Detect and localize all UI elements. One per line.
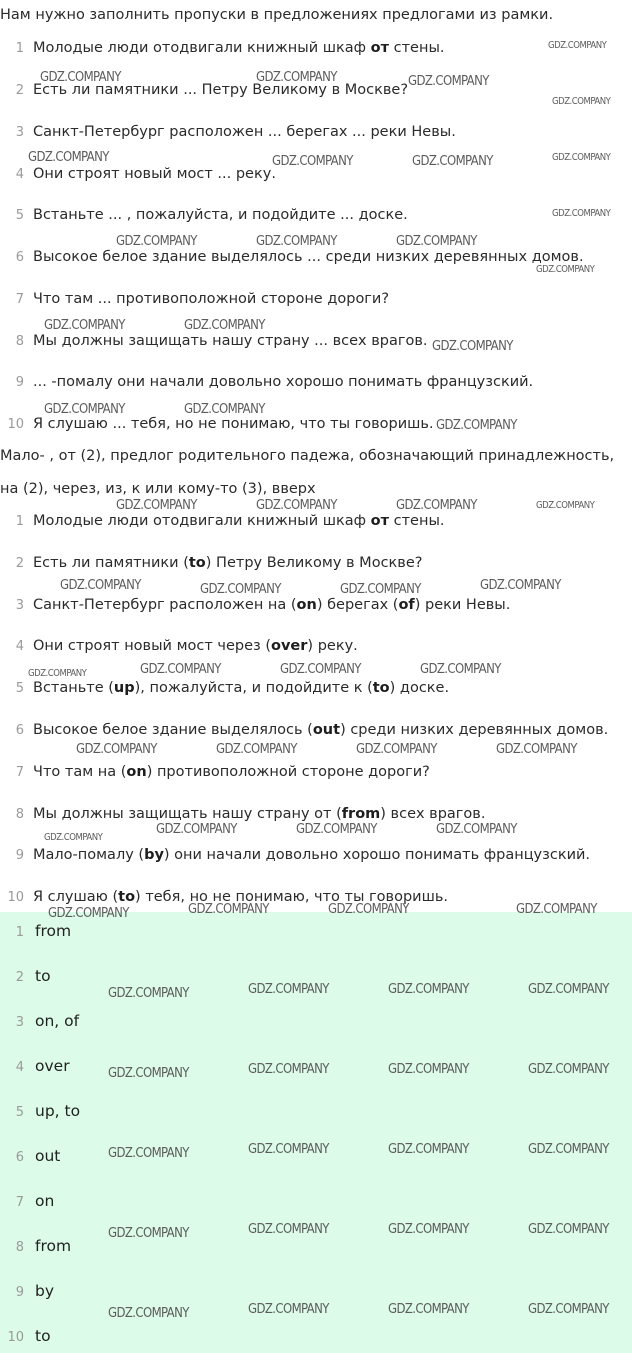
original-sentence	[0, 291, 389, 307]
answer-item	[0, 1192, 54, 1210]
answer-number: 1	[15, 925, 24, 940]
sentence-text: ), пожалуйста, и подойдите к (	[134, 680, 373, 696]
original-sentence	[0, 249, 584, 265]
watermark: GDZ.COMPANY	[340, 582, 421, 597]
answer-text: to	[35, 967, 51, 985]
watermark: GDZ.COMPANY	[108, 1066, 189, 1081]
sentence-text: ) Петру Великому в Москве?	[205, 555, 423, 571]
translated-sentence	[0, 513, 445, 529]
preposition-highlight: to	[118, 889, 136, 905]
preposition-highlight: to	[188, 555, 206, 571]
watermark: GDZ.COMPANY	[436, 822, 517, 837]
watermark: GDZ.COMPANY	[412, 154, 493, 169]
watermark: GDZ.COMPANY	[216, 742, 297, 757]
answer-number: 10	[7, 1330, 24, 1345]
watermark: GDZ.COMPANY	[108, 1226, 189, 1241]
watermark: GDZ.COMPANY	[40, 70, 121, 85]
item-number: 3	[15, 598, 24, 613]
original-sentence	[0, 40, 445, 56]
answer-number: 7	[15, 1195, 24, 1210]
original-sentence	[0, 166, 276, 182]
watermark: GDZ.COMPANY	[256, 234, 337, 249]
translated-sentence	[0, 555, 422, 571]
watermark: GDZ.COMPANY	[328, 902, 409, 917]
watermark: GDZ.COMPANY	[44, 832, 103, 843]
preposition-highlight: out	[312, 722, 341, 738]
item-number: 8	[15, 807, 24, 822]
item-number: 6	[15, 250, 24, 265]
answer-number: 9	[15, 1285, 24, 1300]
sentence-text: ) берегах (	[316, 597, 399, 613]
watermark: GDZ.COMPANY	[28, 668, 87, 679]
item-number: 10	[7, 417, 24, 432]
answer-number: 4	[15, 1060, 24, 1075]
item-number: 2	[15, 83, 24, 98]
preposition-highlight: on	[296, 597, 317, 613]
translated-sentence	[0, 722, 608, 738]
translated-sentence	[0, 638, 358, 654]
item-number: 2	[15, 556, 24, 571]
preposition-highlight: by	[144, 847, 164, 863]
watermark: GDZ.COMPANY	[256, 498, 337, 513]
watermark: GDZ.COMPANY	[436, 418, 517, 433]
watermark: GDZ.COMPANY	[184, 318, 265, 333]
watermark: GDZ.COMPANY	[156, 822, 237, 837]
sentence-text: Они строят новый мост через (	[33, 638, 272, 654]
sentence-text: Что там ... противоположной стороне дороги?	[33, 291, 390, 307]
sentence-text: Мало-помалу (	[33, 847, 145, 863]
answers-panel	[0, 912, 632, 1353]
watermark: GDZ.COMPANY	[248, 1302, 329, 1317]
item-number: 4	[15, 639, 24, 654]
sentence-text: ) реку.	[307, 638, 358, 654]
watermark: GDZ.COMPANY	[200, 582, 281, 597]
sentence-text: Встаньте ... , пожалуйста, и подойдите ... доске.	[33, 207, 408, 223]
watermark: GDZ.COMPANY	[184, 402, 265, 417]
watermark: GDZ.COMPANY	[116, 234, 197, 249]
watermark: GDZ.COMPANY	[516, 902, 597, 917]
item-number: 5	[15, 208, 24, 223]
item-number: 7	[15, 292, 24, 307]
answer-number: 6	[15, 1150, 24, 1165]
watermark: GDZ.COMPANY	[60, 578, 141, 593]
watermark: GDZ.COMPANY	[536, 500, 595, 511]
watermark: GDZ.COMPANY	[108, 1146, 189, 1161]
prepositions-paragraph-2: на (2), через, из, к или кому-то (3), вверх	[0, 481, 316, 497]
answer-item	[0, 967, 51, 985]
watermark: GDZ.COMPANY	[480, 578, 561, 593]
watermark: GDZ.COMPANY	[44, 402, 125, 417]
answer-text: out	[35, 1147, 61, 1165]
watermark: GDZ.COMPANY	[140, 662, 221, 677]
answer-number: 8	[15, 1240, 24, 1255]
watermark: GDZ.COMPANY	[280, 662, 361, 677]
sentence-text: ) они начали довольно хорошо понимать французский.	[163, 847, 591, 863]
translated-sentence	[0, 680, 449, 696]
sentence-text: Санкт-Петербург расположен на (	[33, 597, 297, 613]
watermark: GDZ.COMPANY	[116, 498, 197, 513]
watermark: GDZ.COMPANY	[528, 1302, 609, 1317]
answer-item	[0, 1147, 60, 1165]
watermark: GDZ.COMPANY	[256, 70, 337, 85]
watermark: GDZ.COMPANY	[388, 1142, 469, 1157]
item-number: 1	[15, 41, 24, 56]
watermark: GDZ.COMPANY	[552, 96, 611, 107]
watermark: GDZ.COMPANY	[432, 339, 513, 354]
preposition-highlight: from	[341, 806, 381, 822]
answer-item	[0, 1012, 79, 1030]
item-number: 9	[15, 848, 24, 863]
answer-item	[0, 1327, 51, 1345]
watermark: GDZ.COMPANY	[388, 982, 469, 997]
translated-sentence	[0, 889, 448, 905]
sentence-text: Санкт-Петербург расположен ... берегах ... реки Невы.	[33, 124, 456, 140]
watermark: GDZ.COMPANY	[396, 234, 477, 249]
sentence-text: Высокое белое здание выделялось ... среди низких деревянных домов.	[33, 249, 584, 265]
item-number: 10	[7, 890, 24, 905]
sentence-text: Они строят новый мост ... реку.	[33, 166, 276, 182]
item-number: 7	[15, 765, 24, 780]
prepositions-paragraph-1: Мало- , от (2), предлог родительного падежа, обозначающий принадлежность,	[0, 448, 615, 464]
preposition-highlight: от	[370, 40, 390, 56]
watermark: GDZ.COMPANY	[248, 982, 329, 997]
watermark: GDZ.COMPANY	[408, 74, 489, 89]
item-number: 6	[15, 723, 24, 738]
sentence-text: Мы должны защищать нашу страну ... всех врагов.	[33, 333, 428, 349]
item-number: 5	[15, 681, 24, 696]
translated-sentence	[0, 597, 510, 613]
translated-sentence	[0, 764, 430, 780]
translated-sentence	[0, 806, 485, 822]
item-number: 8	[15, 334, 24, 349]
sentence-text: Я слушаю (	[33, 889, 119, 905]
answer-text: from	[35, 922, 72, 940]
item-number: 4	[15, 167, 24, 182]
preposition-highlight: of	[398, 597, 415, 613]
watermark: GDZ.COMPANY	[76, 742, 157, 757]
watermark: GDZ.COMPANY	[552, 152, 611, 163]
item-number: 9	[15, 375, 24, 390]
watermark: GDZ.COMPANY	[528, 1222, 609, 1237]
answer-number: 3	[15, 1015, 24, 1030]
sentence-text: Есть ли памятники (	[33, 555, 189, 571]
watermark: GDZ.COMPANY	[396, 498, 477, 513]
watermark: GDZ.COMPANY	[108, 986, 189, 1001]
watermark: GDZ.COMPANY	[188, 902, 269, 917]
answer-item	[0, 1282, 54, 1300]
watermark: GDZ.COMPANY	[248, 1062, 329, 1077]
answer-item	[0, 1102, 80, 1120]
watermark: GDZ.COMPANY	[388, 1062, 469, 1077]
sentence-text: ) всех врагов.	[380, 806, 486, 822]
watermark: GDZ.COMPANY	[272, 154, 353, 169]
watermark: GDZ.COMPANY	[356, 742, 437, 757]
watermark: GDZ.COMPANY	[496, 742, 577, 757]
preposition-highlight: to	[372, 680, 390, 696]
watermark: GDZ.COMPANY	[44, 318, 125, 333]
original-sentence	[0, 416, 434, 432]
original-sentence	[0, 124, 456, 140]
watermark: GDZ.COMPANY	[528, 1062, 609, 1077]
preposition-highlight: over	[271, 638, 308, 654]
sentence-text: Я слушаю ... тебя, но не понимаю, что ты говоришь.	[33, 416, 434, 432]
watermark: GDZ.COMPANY	[108, 1306, 189, 1321]
answer-text: on	[35, 1192, 55, 1210]
watermark: GDZ.COMPANY	[388, 1222, 469, 1237]
preposition-highlight: up	[113, 680, 135, 696]
original-sentence	[0, 374, 533, 390]
preposition-highlight: от	[370, 513, 390, 529]
answer-text: up, to	[35, 1102, 81, 1120]
answer-text: to	[35, 1327, 51, 1345]
sentence-text: Что там на (	[33, 764, 127, 780]
watermark: GDZ.COMPANY	[528, 982, 609, 997]
sentence-text: Встаньте (	[33, 680, 114, 696]
intro-text: Нам нужно заполнить пропуски в предложениях предлогами из рамки.	[0, 7, 554, 23]
watermark: GDZ.COMPANY	[528, 1142, 609, 1157]
original-sentence	[0, 333, 428, 349]
watermark: GDZ.COMPANY	[552, 208, 611, 219]
watermark: GDZ.COMPANY	[248, 1142, 329, 1157]
original-sentence	[0, 207, 408, 223]
sentence-text: Высокое белое здание выделялось (	[33, 722, 313, 738]
watermark: GDZ.COMPANY	[388, 1302, 469, 1317]
answer-text: from	[35, 1237, 72, 1255]
sentence-text: ... -помалу они начали довольно хорошо понимать французский.	[33, 374, 534, 390]
sentence-text: Мы должны защищать нашу страну от (	[33, 806, 342, 822]
answer-item	[0, 1057, 70, 1075]
item-number: 3	[15, 125, 24, 140]
answer-text: over	[35, 1057, 70, 1075]
sentence-text: ) доске.	[389, 680, 450, 696]
answer-text: by	[35, 1282, 55, 1300]
answer-number: 2	[15, 970, 24, 985]
sentence-text: стены.	[389, 40, 445, 56]
sentence-text: ) среди низких деревянных домов.	[340, 722, 609, 738]
sentence-text: ) тебя, но не понимаю, что ты говоришь.	[135, 889, 448, 905]
watermark: GDZ.COMPANY	[536, 264, 595, 275]
original-sentence	[0, 82, 408, 98]
sentence-text: ) реки Невы.	[414, 597, 511, 613]
watermark: GDZ.COMPANY	[548, 40, 607, 51]
watermark: GDZ.COMPANY	[28, 150, 109, 165]
watermark: GDZ.COMPANY	[248, 1222, 329, 1237]
sentence-text: Молодые люди отодвигали книжный шкаф	[33, 513, 371, 529]
watermark: GDZ.COMPANY	[48, 906, 129, 921]
watermark: GDZ.COMPANY	[420, 662, 501, 677]
answer-item	[0, 1237, 71, 1255]
answer-item	[0, 922, 71, 940]
answer-number: 5	[15, 1105, 24, 1120]
sentence-text: Есть ли памятники ... Петру Великому в Москве?	[33, 82, 409, 98]
answer-text: on, of	[35, 1012, 80, 1030]
sentence-text: Молодые люди отодвигали книжный шкаф	[33, 40, 371, 56]
translated-sentence	[0, 847, 590, 863]
watermark: GDZ.COMPANY	[296, 822, 377, 837]
preposition-highlight: on	[126, 764, 147, 780]
item-number: 1	[15, 514, 24, 529]
sentence-text: ) противоположной стороне дороги?	[146, 764, 430, 780]
sentence-text: стены.	[389, 513, 445, 529]
